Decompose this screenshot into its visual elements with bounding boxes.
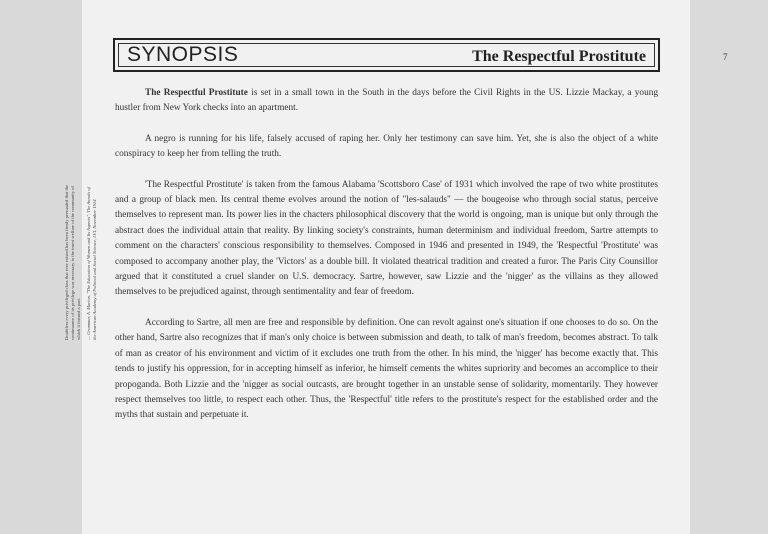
paragraph-1-text: is set in a small town in the South in the days before the Civil Rights in the US. Lizzie Mackay, a young hustler from New York checks into an apartment. — [115, 88, 659, 114]
paragraph-2: A negro is running for his life, falsely accused of raping her. Only her testimony can save him. Yet, she is also the object of a white conspiracy to keep her from telling the truth. — [115, 133, 658, 160]
right-margin — [690, 0, 768, 534]
title-box — [113, 38, 660, 72]
paragraph-3: 'The Respectful Prostitute' is taken from the famous Alabama 'Scottsboro Case' of 1931 which involved the rape of two white prostitutes and a group of black men. Its central theme evolves around the notion of "les-salauds" — the bougeoise who through social status, perceive themselves to represent man. Its power lies in the chacters philosophical discovery that the world is ongoing, man is unique but only through the abstract does the individual attain that reality. By linking society's constraints, human determinism and individual freedom, Sartre attempts to comment on the characters' conscious responsibility to themselves. Composed in 1946 and presented in 1949, the 'Respectful 'Prostitute' was composed to accompany another play, the 'Victors' as a double bill. It violated theatrical tradition and created a furor. The Paris City Counsillor argued that it constituted a cruel slander on U.S. democracy. Sartre, however, saw Lizzie and the 'nigger' as the villains as they allowed themselves to be prejudiced against, through sentimentality and fear of freedom. — [115, 179, 658, 298]
body-text — [115, 86, 658, 439]
paragraph-1-lead: The Respectful Prostitute — [145, 88, 248, 98]
side-quote-text: Doubtless every privileged class that ever existed has been firmly persuaded that the continuance of its privilege was necessary to the truest welfare of the community of which it formed a part. — [64, 184, 81, 340]
paragraph-1 — [115, 86, 658, 117]
page-title: SYNOPSIS — [127, 43, 239, 66]
page-subtitle: The Respectful Prostitute — [472, 48, 646, 65]
side-quote — [64, 182, 102, 340]
page-number: 7 — [723, 52, 728, 62]
side-quote-attribution: — Grammar, A. Marion, "The Education of Women and Its Aspects", The Annals of the American Academy of Political and Social Science, LVI, November 1914 — [86, 187, 97, 340]
paragraph-4: According to Sartre, all men are free and responsible by definition. One can revolt against one's situation if one chooses to do so. On the other hand, Sartre also recognizes that if man's only choice is between submission and death, to talk of man's freedom, becomes abstract. To talk of man as creator of his environment and victim of it excludes one truth from the other. In his mind, the 'nigger' has become exactly that. This tends to justify his oppression, for in accepting himself as inferior, he himself cements the whites supriority and becomes an accomplice to their propoganda. Both Lizzie and the 'nigger as social outcasts, are brought together in an unstable sense of solidarity, momentarily. They however respect themselves too little, to respect each other. Thus, the 'Respectful' title refers to the prostitute's respect for the established order and the myths that sustain and perpetuate it. — [115, 317, 658, 421]
